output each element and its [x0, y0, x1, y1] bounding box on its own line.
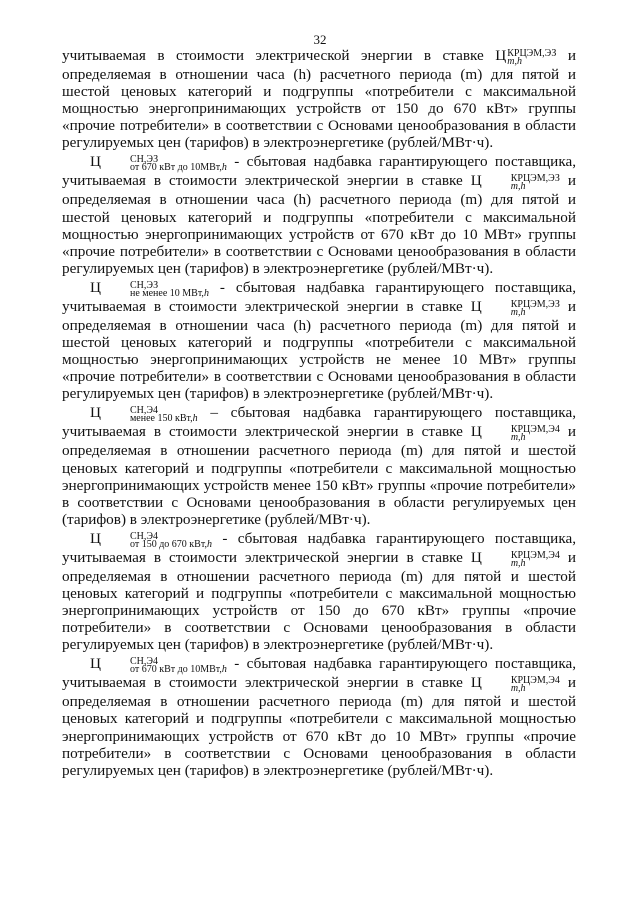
markup-symbol: Ц СН,Э4 от 670 кВт до 10МВт,h	[90, 655, 227, 676]
paragraph-3: Ц СН,ЭЗ не менее 10 МВт,h - сбытовая надбавка гарантирующего поставщика, учитываемая в стоимости электрической энергии в ставке Ц КРЦЭМ,ЭЗ m,h и определяемая в отношении часа (h) расчетного периода (m) для пятой и шестой ценовых категорий и подгруппы «потребители с максимальной мощностью энергопринимающих устройств не менее 10 МВт» группы «прочие потребители» в соответствии с Основами ценообразования в области регулируемых цен (тарифов) в электроэнергетике (рублей/МВт·ч).	[62, 278, 577, 403]
stavka-symbol: Ц КРЦЭМ,Э4 m,h	[470, 548, 560, 569]
stavka-symbol: Ц КРЦЭМ,ЭЗ m,h	[495, 47, 557, 67]
stavka-symbol: Ц КРЦЭМ,ЭЗ m,h	[470, 172, 560, 193]
stavka-symbol: Ц КРЦЭМ,Э4 m,h	[470, 674, 560, 695]
page-number: 32	[313, 32, 327, 47]
paragraph-4: Ц СН,Э4 менее 150 кВт,h – сбытовая надбавка гарантирующего поставщика, учитываемая в стоимости электрической энергии в ставке Ц КРЦЭМ,Э4 m,h и определяемая в отношении расчетного периода (m) для пятой и шестой ценовых категорий и подгруппы «потребители с максимальной мощностью энергопринимающих устройств менее 150 кВт» группы «прочие потребители» в соответствии с Основами ценообразования в области регулируемых цен (тарифов) в электроэнергетике (рублей/МВт·ч).	[62, 404, 577, 528]
document-body	[62, 47, 576, 779]
paragraph-1: учитываемая в стоимости электрической энергии в ставке Ц КРЦЭМ,ЭЗ m,h и определяемая в отношении часа (h) расчетного периода (m) для пятой и шестой ценовых категорий и подгруппы «потребители с максимальной мощностью энергопринимающих устройств от 150 до 670 кВт» группы «прочие потребители» в соответствии с Основами ценообразования в области регулируемых цен (тарифов) в электроэнергетике (рублей/МВт·ч).	[62, 47, 577, 152]
stavka-symbol: Ц КРЦЭМ,ЭЗ m,h	[470, 297, 560, 318]
markup-symbol: Ц СН,Э4 от 150 до 670 кВт,h	[90, 529, 212, 550]
markup-symbol: Ц СН,ЭЗ не менее 10 МВт,h	[90, 278, 209, 299]
stavka-symbol: Ц КРЦЭМ,Э4 m,h	[470, 423, 560, 444]
markup-symbol: Ц СН,Э4 менее 150 кВт,h	[90, 404, 198, 425]
paragraph-2: Ц СН,ЭЗ от 670 кВт до 10МВт,h - сбытовая надбавка гарантирующего поставщика, учитываемая в стоимости электрической энергии в ставке Ц КРЦЭМ,ЭЗ m,h и определяемая в отношении часа (h) расчетного периода (m) для пятой и шестой ценовых категорий и подгруппы «потребители с максимальной мощностью энергопринимающих устройств от 670 кВт до 10 МВт» группы «прочие потребители» в соответствии с Основами ценообразования в области регулируемых цен (тарифов) в электроэнергетике (рублей/МВт·ч).	[62, 153, 577, 277]
paragraph-5: Ц СН,Э4 от 150 до 670 кВт,h - сбытовая надбавка гарантирующего поставщика, учитываемая в стоимости электрической энергии в ставке Ц КРЦЭМ,Э4 m,h и определяемая в отношении расчетного периода (m) для пятой и шестой ценовых категорий и подгруппы «потребители с максимальной мощностью энергопринимающих устройств от 150 до 670 кВт» группы «прочие потребители» в соответствии с Основами ценообразования в области регулируемых цен (тарифов) в электроэнергетике (рублей/МВт·ч).	[62, 529, 577, 654]
paragraph-6: Ц СН,Э4 от 670 кВт до 10МВт,h - сбытовая надбавка гарантирующего поставщика, учитываемая в стоимости электрической энергии в ставке Ц КРЦЭМ,Э4 m,h и определяемая в отношении расчетного периода (m) для пятой и шестой ценовых категорий и подгруппы «потребители с максимальной мощностью энергопринимающих устройств от 670 кВт до 10 МВт» группы «прочие потребители» в соответствии с Основами ценообразования в области регулируемых цен (тарифов) в электроэнергетике (рублей/МВт·ч).	[62, 655, 577, 779]
markup-symbol: Ц СН,ЭЗ от 670 кВт до 10МВт,h	[90, 153, 227, 174]
